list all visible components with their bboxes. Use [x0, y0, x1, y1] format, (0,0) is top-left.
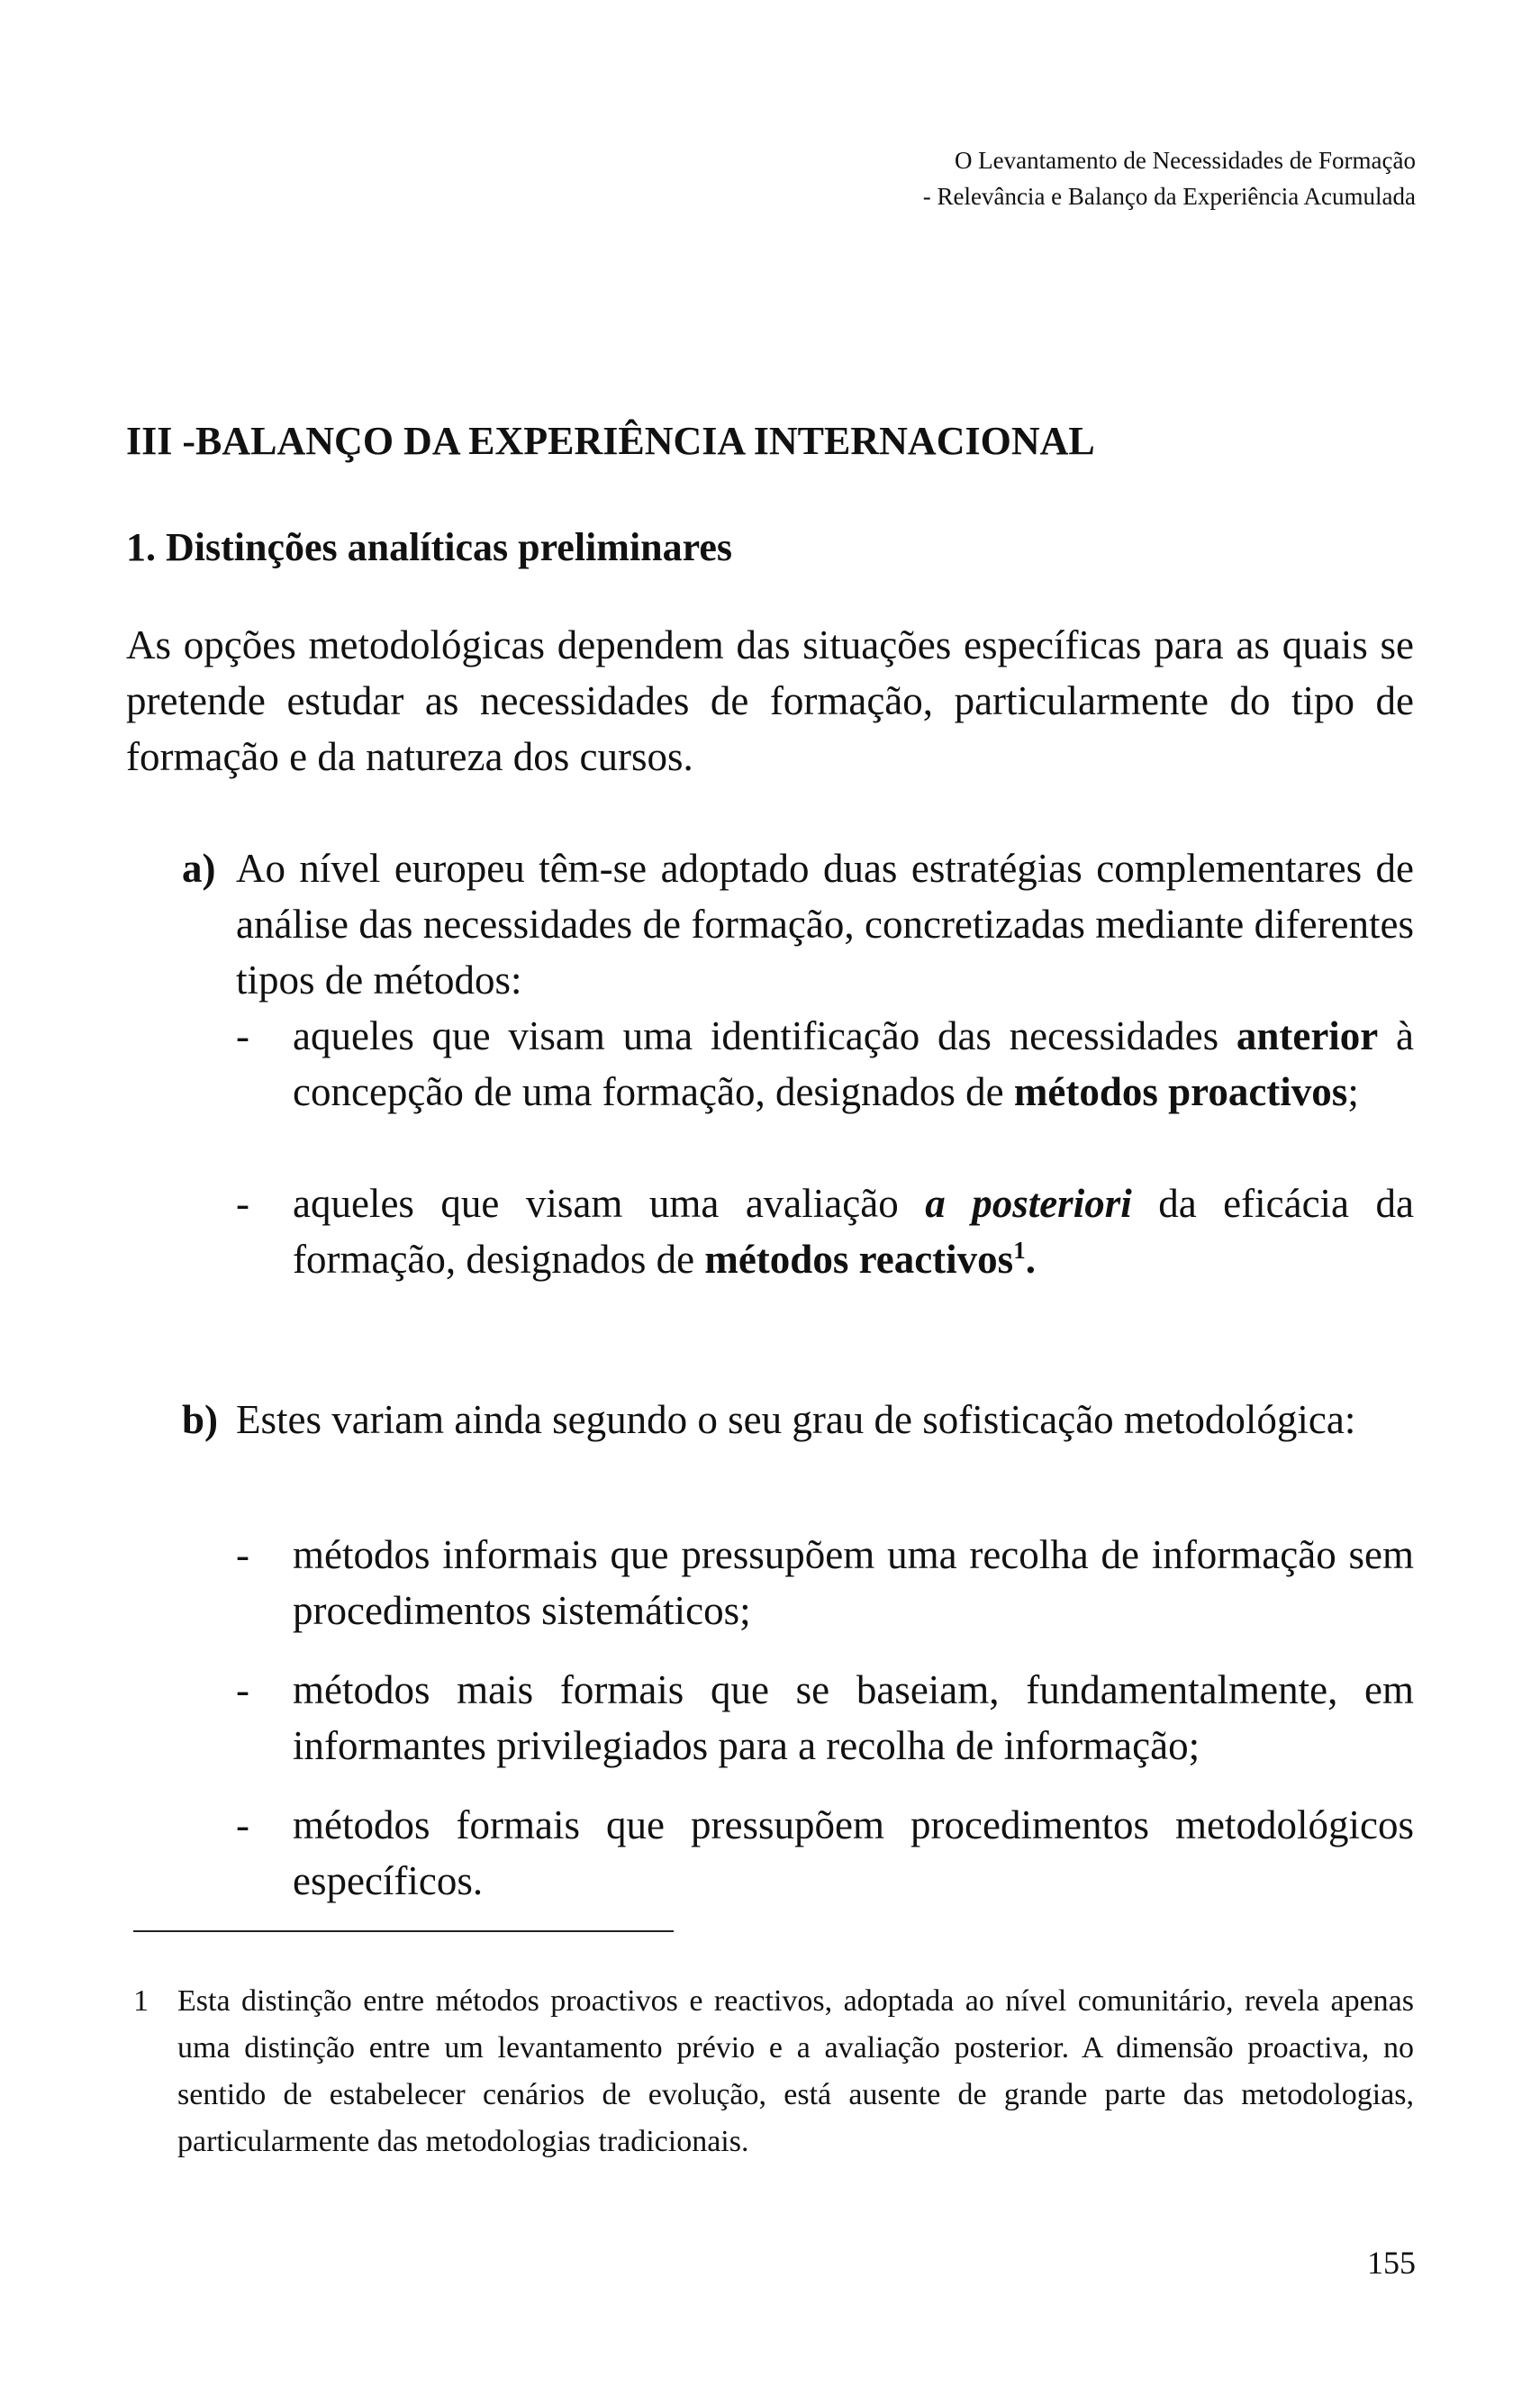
footnote	[126, 1978, 1414, 2165]
dash-1-bold-anterior: anterior	[1236, 1013, 1379, 1058]
intro-paragraph: As opções metodológicas dependem das situações específicas para as quais se pretende estudar as necessidades de formação, particularmente do tipo de formação e da natureza dos cursos.	[126, 622, 1414, 779]
dash-2-text-part-1: aqueles que visam uma avaliação	[293, 1181, 926, 1226]
list-item-b-text: Estes variam ainda segundo o seu grau de sofisticação metodológica:	[236, 1397, 1356, 1442]
list-item-a	[126, 840, 1414, 1282]
dash-2-text-part-2: da eficácia da formação, designados de	[293, 1181, 1414, 1282]
list-item-a-text: Ao nível europeu têm-se adoptado duas estratégias complementares de análise das necessidades de formação, concretizadas mediante diferentes tipos de métodos:	[236, 846, 1414, 1003]
dash-1-bold-proactive-methods: métodos proactivos	[1013, 1069, 1348, 1114]
list-item-a-marker: a)	[182, 846, 216, 891]
dash-1-text-part-2: à concepção de uma formação, designados de	[293, 1013, 1414, 1114]
dash-marker: -	[236, 1181, 249, 1226]
list-item-a-dash-1-text	[293, 1008, 1414, 1120]
dash-marker: -	[236, 1802, 249, 1847]
list-item-b-dash-3	[126, 1797, 1414, 1909]
dash-marker: -	[236, 1013, 249, 1058]
list-item-b-dash-1	[126, 1527, 1414, 1638]
running-header-line-2: - Relevância e Balanço da Experiência Acumulada	[922, 183, 1416, 210]
running-header-line-1: O Levantamento de Necessidades de Formação	[954, 147, 1416, 174]
footnote-number: 1	[133, 1984, 149, 2018]
dash-1-text-part-1: aqueles que visam uma identificação das necessidades	[293, 1013, 1237, 1058]
list-item-b-dash-2	[126, 1662, 1414, 1774]
list-item-b-marker: b)	[182, 1397, 219, 1442]
list-item-a-dash-2	[126, 1175, 1414, 1287]
dash-2-bold-italic-a-posteriori: a posteriori	[925, 1181, 1132, 1226]
footnote-text: Esta distinção entre métodos proactivos e reactivos, adoptada ao nível comunitário, revela apenas uma distinção entre um levantamento prévio e a avaliação posterior. A dimensão proactiva, no sentido de estabelecer cenários de evolução, está ausente de grande parte das metodologias, particularmente das metodologias tradicionais.	[177, 1984, 1414, 2158]
section-title: 1. Distinções analíticas preliminares	[126, 525, 733, 569]
list-item-b-dash-3-text: métodos formais que pressupõem procedimentos metodológicos específicos.	[293, 1802, 1414, 1903]
page-number: 155	[1367, 2245, 1416, 2281]
list-item-a-dash-2-text	[293, 1175, 1414, 1287]
dash-2-text-end: .	[1025, 1237, 1036, 1282]
footnote-reference[interactable]: 1	[1013, 1237, 1026, 1264]
dash-marker: -	[236, 1667, 249, 1712]
chapter-title: III -BALANÇO DA EXPERIÊNCIA INTERNACIONAL	[126, 419, 1095, 463]
list-item-b-dash-2-text: métodos mais formais que se baseiam, fundamentalmente, em informantes privilegiados para a recolha de informação;	[293, 1667, 1414, 1768]
footnote-divider	[133, 1930, 674, 1932]
dash-2-bold-reactive-methods: métodos reactivos	[704, 1237, 1014, 1282]
list-item-a-dash-1	[126, 1008, 1414, 1120]
list-item-b-dash-1-text: métodos informais que pressupõem uma recolha de informação sem procedimentos sistemáticos;	[293, 1532, 1414, 1633]
running-header	[923, 142, 1416, 214]
dash-1-text-end: ;	[1347, 1069, 1359, 1114]
list-item-b	[126, 1392, 1414, 1903]
dash-marker: -	[236, 1532, 249, 1577]
